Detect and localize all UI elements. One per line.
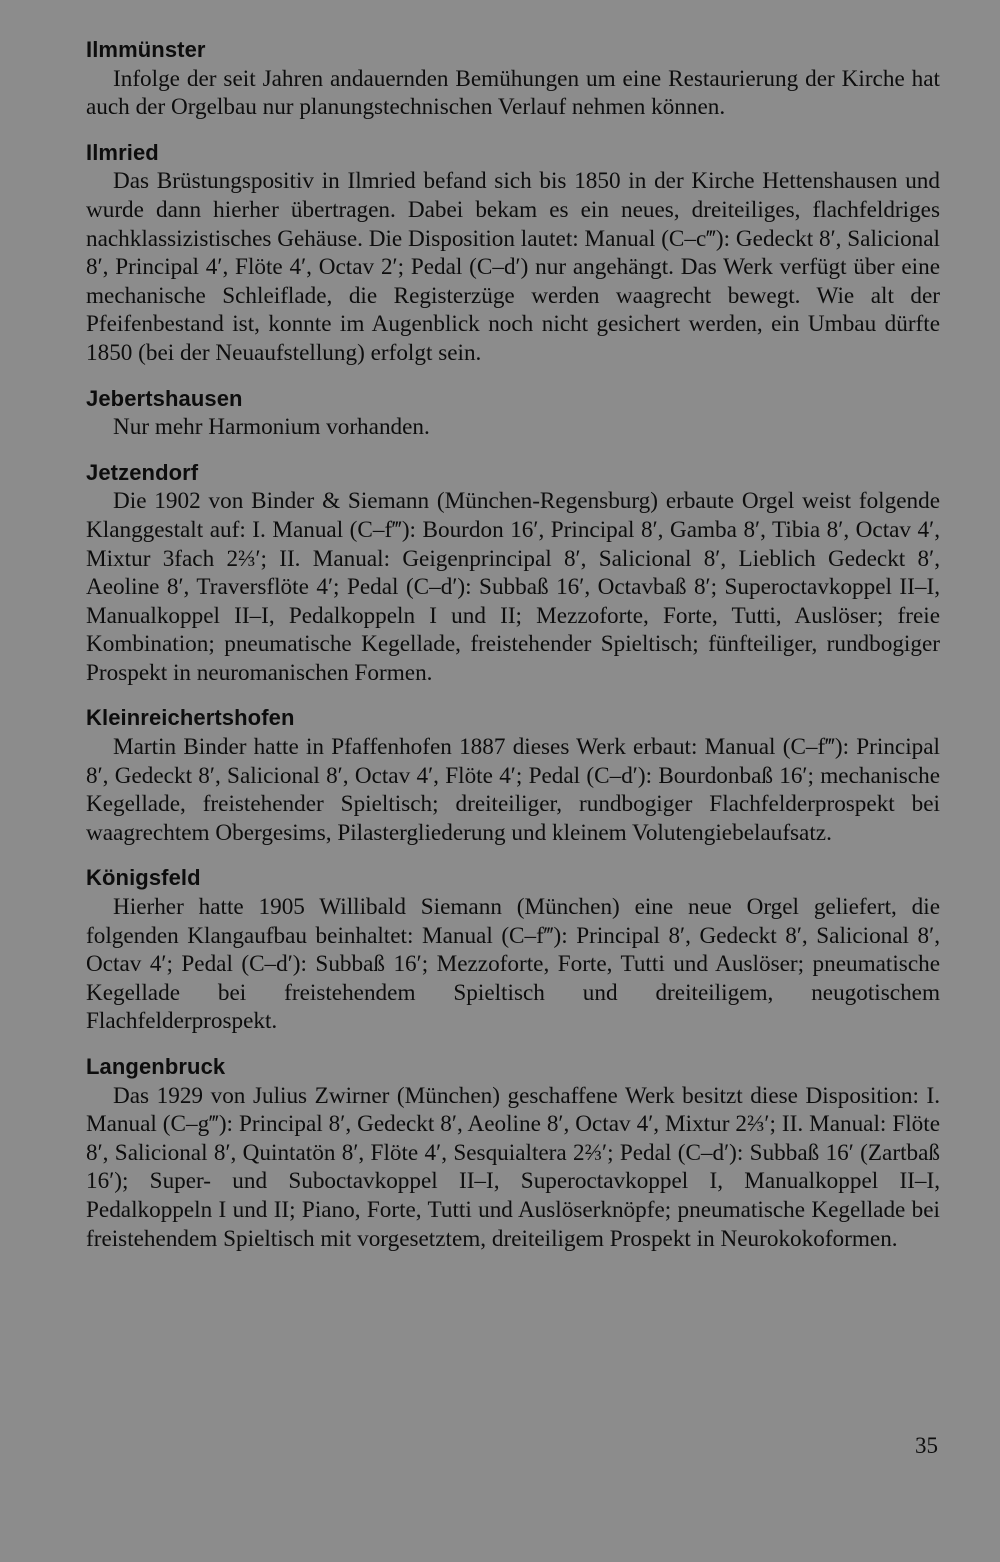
entry-title: Ilmried bbox=[86, 139, 159, 165]
entry-text: Hierher hatte 1905 Willibald Siemann (München) eine neue Orgel geliefert, die folgenden Klangaufbau beinhaltet: Manual (C–f‴): Principal 8′, Gedeckt 8′, Salicional 8′, Octav 4′; Pedal (C–d′): Subbaß 16′; Mezzoforte, Forte, Tutti und Auslöser; pneumatische Kegellade bei freistehendem Spieltisch und dreiteiligem, neugotischem Flachfelderprospekt. bbox=[86, 894, 940, 1035]
entry-title: Jebertshausen bbox=[86, 385, 243, 411]
entry-kleinreichertshofen bbox=[86, 704, 940, 847]
document-page bbox=[86, 36, 940, 1270]
entry-text: Infolge der seit Jahren andauernden Bemühungen um eine Restaurierung der Kirche hat auch der Orgelbau nur planungstechnischen Verlauf nehmen können. bbox=[86, 65, 940, 121]
entry-text: Martin Binder hatte in Pfaffenhofen 1887 dieses Werk erbaut: Manual (C–f‴): Principal 8′, Gedeckt 8′, Salicional 8′, Octav 4′, Flöte 4′; Pedal (C–d′): Bourdonbaß 16′; mechanische Kegellade, freistehender Spieltisch; dreiteiliger, rundbogiger Flachfelderprospekt bei waagrechtem Obergesims, Pilastergliederung und kleinem Volutengiebelaufsatz. bbox=[86, 734, 940, 846]
entry-text: Das 1929 von Julius Zwirner (München) geschaffene Werk besitzt diese Disposition: I. Manual (C–g‴): Principal 8′, Gedeckt 8′, Aeoline 8′, Octav 4′, Mixtur 2⅔′; II. Manual: Flöte 8′, Salicional 8′, Quintatön 8′, Flöte 4′, Sesquialtera 2⅔′; Pedal (C–d′): Subbaß 16′ (Zartbaß 16′); Super- und Suboctavkoppel II–I, Superoctavkoppel I, Manualkoppel II–I, Pedalkoppeln I und II; Piano, Forte, Tutti und Auslöserknöpfe; pneumatische Kegellade bei freistehendem Spieltisch mit vorgesetztem, dreiteiligem Prospekt in Neurokokoformen. bbox=[86, 1082, 940, 1252]
entry-text: Die 1902 von Binder & Siemann (München-Regensburg) erbaute Orgel weist folgende Klanggestalt auf: I. Manual (C–f‴): Bourdon 16′, Principal 8′, Gamba 8′, Tibia 8′, Octav 4′, Mixtur 3fach 2⅔′; II. Manual: Geigenprincipal 8′, Salicional 8′, Lieblich Gedeckt 8′, Aeoline 8′, Traversflöte 4′; Pedal (C–d′): Subbaß 16′, Octavbaß 8′; Superoctavkoppel II–I, Manualkoppel II–I, Pedalkoppeln I und II; Mezzoforte, Forte, Tutti, Auslöser; freie Kombination; pneumatische Kegellade, freistehender Spieltisch; fünfteiliger, rundbogiger Prospekt in neuromanischen Formen. bbox=[86, 488, 940, 686]
entry-jebertshausen bbox=[86, 385, 940, 442]
page-number: 35 bbox=[915, 1433, 938, 1458]
entry-langenbruck bbox=[86, 1053, 940, 1253]
entry-title: Langenbruck bbox=[86, 1054, 226, 1079]
entry-text: Das Brüstungspositiv in Ilmried befand sich bis 1850 in der Kirche Hettenshausen und wurde dann hierher übertragen. Dabei bekam es ein neues, dreiteiliges, flachfeldriges nachklassizistisches Gehäuse. Die Disposition lautet: Manual (C–c‴): Gedeckt 8′, Salicional 8′, Principal 4′, Flöte 4′, Octav 2′; Pedal (C–d′) nur angehängt. Das Werk verfügt über eine mechanische Schleiflade, die Registerzüge werden waagrecht bewegt. Wie alt der Pfeifenbestand ist, konnte im Augenblick noch nicht gesichert werden, ein Umbau dürfte 1850 (bei der Neuaufstellung) erfolgt sein. bbox=[86, 168, 940, 366]
entry-title: Kleinreichertshofen bbox=[86, 705, 295, 731]
entry-koenigsfeld bbox=[86, 864, 940, 1036]
entry-text: Nur mehr Harmonium vorhanden. bbox=[113, 414, 430, 441]
entry-jetzendorf bbox=[86, 459, 940, 688]
entry-title: Jetzendorf bbox=[86, 459, 199, 485]
entry-ilmmuenster bbox=[86, 36, 940, 122]
entry-title: Ilmmünster bbox=[86, 37, 206, 62]
entry-ilmried bbox=[86, 139, 940, 368]
entry-title: Königsfeld bbox=[86, 865, 201, 891]
